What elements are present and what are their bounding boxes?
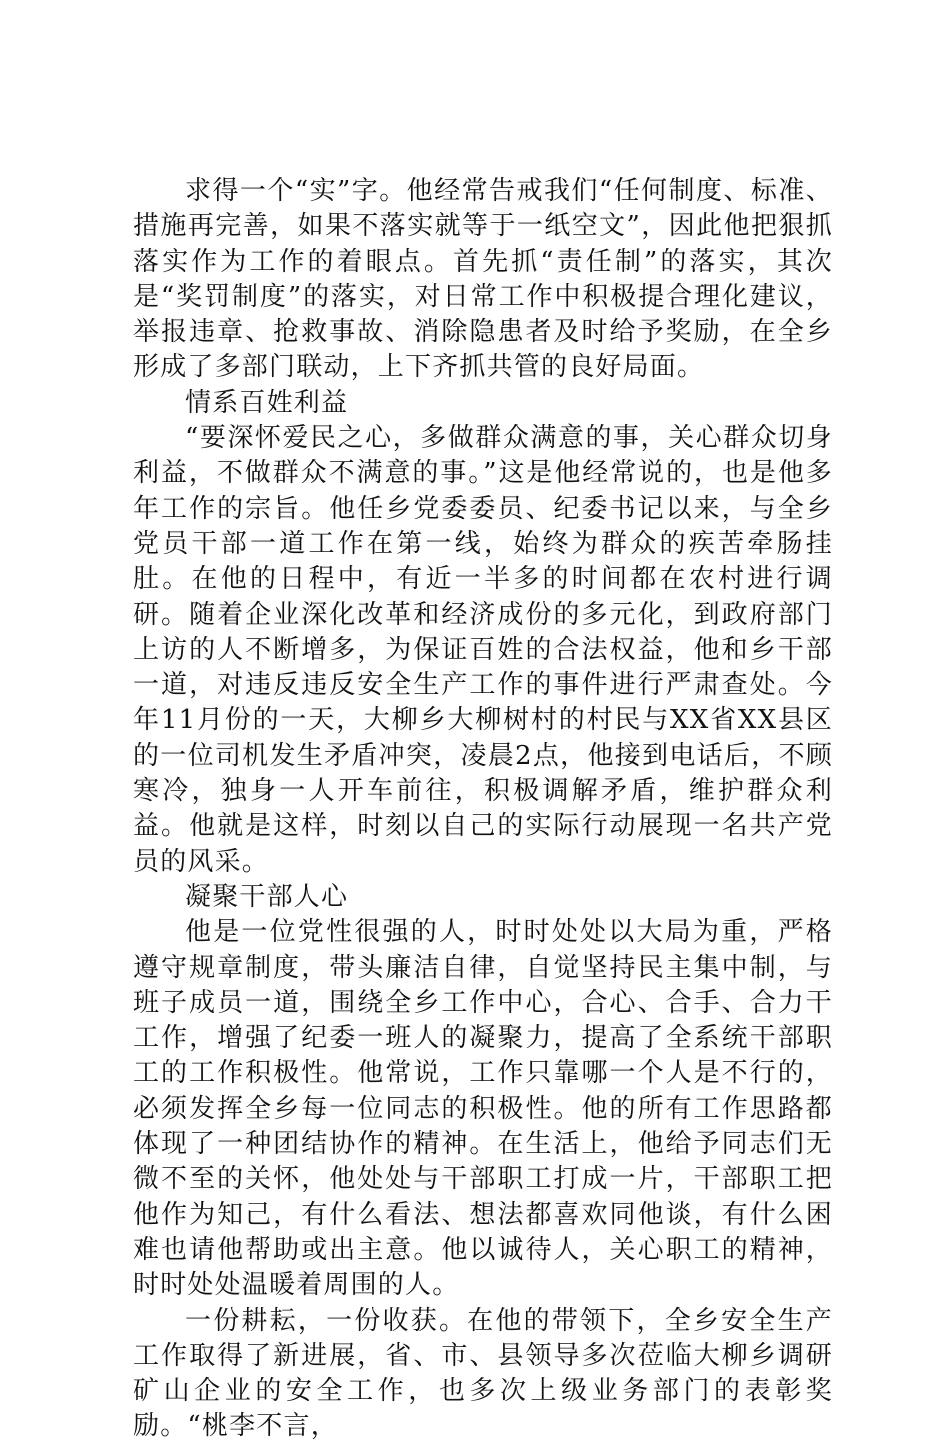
- paragraph-achievements: 一份耕耘，一份收获。在他的带领下，全乡安全生产工作取得了新进展，省、市、县领导多次莅临大柳乡调研矿山企业的安全工作，也多次上级业务部门的表彰奖励。“桃李不言，: [133, 1305, 833, 1442]
- paragraph-cadre-unity: 他是一位党性很强的人，时时处处以大局为重，严格遵守规章制度，带头廉洁自律，自觉坚持民主集中制，与班子成员一道，围绕全乡工作中心，合心、合手、合力干工作，增强了纪委一班人的凝聚力，提高了全系统干部职工的工作积极性。他常说，工作只靠哪一个人是不行的，必须发挥全乡每一位同志的积极性。他的所有工作思路都体现了一种团结协作的精神。在生活上，他给予同志们无微不至的关怀，他处处与干部职工打成一片，干部职工把他作为知己，有什么看法、想法都喜欢同他谈，有什么困难也请他帮助或出主意。他以诚待人，关心职工的精神，时时处处温暖着周围的人。: [133, 917, 833, 1301]
- paragraph-implementation: 求得一个“实”字。他经常告戒我们“任何制度、标准、措施再完善，如果不落实就等于一纸空文”，因此他把狠抓落实作为工作的着眼点。首先抓“责任制”的落实，其次是“奖罚制度”的落实，对日常工作中积极提合理化建议，举报违章、抢救事故、消除隐患者及时给予奖励，在全乡形成了多部门联动，上下齐抓共管的良好局面。: [133, 176, 833, 383]
- section-heading-cadre-unity: 凝聚干部人心: [185, 881, 349, 912]
- section-heading-people-interests: 情系百姓利益: [185, 387, 349, 418]
- paragraph-people-interests: “要深怀爱民之心，多做群众满意的事，关心群众切身利益，不做群众不满意的事。”这是他经常说的，也是他多年工作的宗旨。他任乡党委委员、纪委书记以来，与全乡党员干部一道工作在第一线，始终为群众的疾苦牵肠挂肚。在他的日程中，有近一半多的时间都在农村进行调研。随着企业深化改革和经济成份的多元化，到政府部门上访的人不断增多，为保证百姓的合法权益，他和乡干部一道，对违反违反安全生产工作的事件进行严肃查处。今年11月份的一天，大柳乡大柳树村的村民与XX省XX县区的一位司机发生矛盾冲突，凌晨2点，他接到电话后，不顾寒冷，独身一人开车前往，积极调解矛盾，维护群众利益。他就是这样，时刻以自己的实际行动展现一名共产党员的风采。: [133, 423, 833, 877]
- document-body: [133, 174, 833, 1445]
